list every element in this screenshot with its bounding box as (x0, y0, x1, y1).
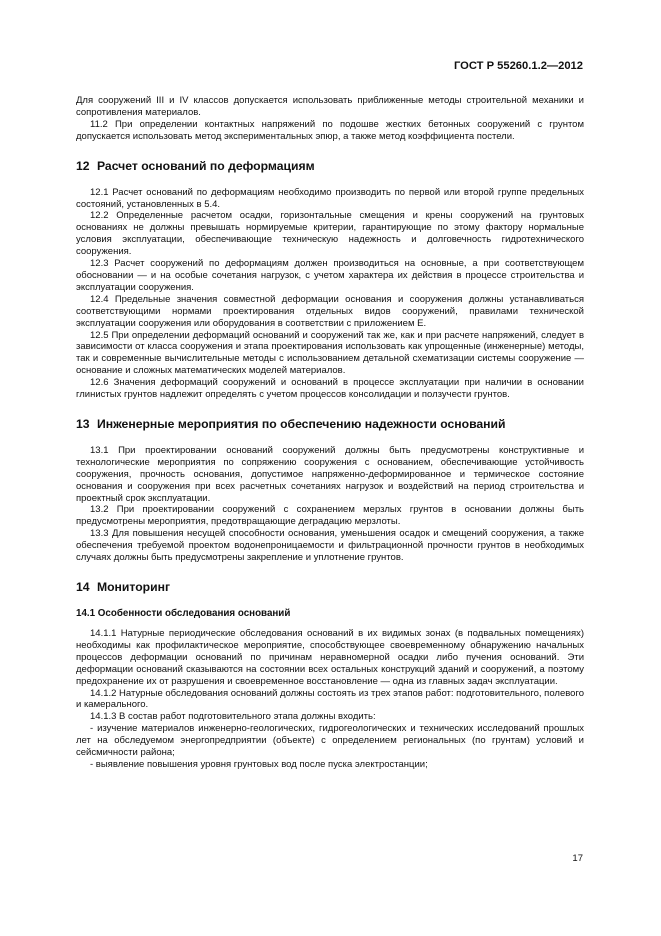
paragraph: 14.1.1 Натурные периодические обследования оснований в их видимых зонах (в подвальных помещениях) необходимы как профилактическое мероприятие, способствующее своевременному обнаружению начальных процессов деформации оснований по причинам неравномерной осадки либо пучения оснований. Эти деформации оснований сказываются на состоянии всех остальных конструкций зданий и сооружений, а поэтому предохранение их от разрушения и своевременное восстановление — одна из главных задач эксплуатации. (76, 628, 584, 687)
paragraph: 13.2 При проектировании сооружений с сохранением мерзлых грунтов в основании должны быть предусмотрены мероприятия, предотвращающие деградацию мерзлоты. (76, 504, 584, 528)
page-number: 17 (572, 853, 583, 864)
paragraph: 14.1.2 Натурные обследования оснований должны состоять из трех этапов работ: подготовительного, полевого и камерального. (76, 687, 584, 711)
subsection-heading-14-1: 14.1 Особенности обследования оснований (76, 608, 291, 619)
page-content (76, 95, 584, 771)
section-heading-12: 12 Расчет оснований по деформациям (76, 158, 315, 173)
paragraph: 12.2 Определенные расчетом осадки, горизонтальные смещения и крены сооружений на грунтовых основаниях не должны превышать нормируемые критерии, гарантирующие по этому фактору нормальные условия эксплуатации, обеспечивающие техническую надежность и долговечность гидротехнического сооружения. (76, 210, 584, 258)
paragraph: 11.2 При определении контактных напряжений по подошве жестких бетонных сооружений с грунтом допускается использовать метод экспериментальных эпюр, а также метод коэффициента постели. (76, 118, 584, 142)
paragraph: 12.6 Значения деформаций сооружений и оснований в процессе эксплуатации при наличии в основании глинистых грунтов надлежит определять с учетом процессов консолидации и ползучести грунтов. (76, 377, 584, 401)
paragraph: 12.4 Предельные значения совместной деформации основания и сооружения должны устанавливаться соответствующими нормами проектирования отдельных видов сооружений, правилами технической эксплуатации сооружения или оборудования в соответствии с приложением Е. (76, 293, 584, 329)
paragraph: 13.3 Для повышения несущей способности основания, уменьшения осадок и смещений сооружения, а также обеспечения требуемой проектом водонепроницаемости и фильтрационной прочности грунтов в необходимых случаях должны быть предусмотрены закрепление и уплотнение грунтов. (76, 528, 584, 564)
section-heading-13: 13 Инженерные мероприятия по обеспечению надежности оснований (76, 416, 506, 431)
paragraph: 12.5 При определении деформаций оснований и сооружений так же, как и при расчете напряжений, следует в зависимости от класса сооружения и этапа проектирования использовать как упрощенные (инженерные) методы, так и современные вычислительные методы с использованием детальной схематизации системы сооружение — основание и сложных математических моделей материалов. (76, 329, 584, 377)
paragraph: 14.1.3 В состав работ подготовительного этапа должны входить: (90, 711, 376, 723)
section-heading-14: 14 Мониторинг (76, 580, 171, 594)
document-header: ГОСТ Р 55260.1.2—2012 (453, 60, 583, 72)
list-item: - изучение материалов инженерно-геологических, гидрогеологических и технических исследований прошлых лет на обследуемом энергопредприятии (объекте) с определением региональных (по грунтам) условий и сейсмичности района; (76, 723, 584, 759)
list-item: - выявление повышения уровня грунтовых вод после пуска электростанции; (90, 758, 428, 770)
paragraph: 12.3 Расчет сооружений по деформациям должен производиться на основные, а при соответствующем обосновании — и на особые сочетания нагрузок, с учетом характера их действия в процессе строительства и эксплуатации сооружения. (76, 258, 584, 293)
paragraph: 12.1 Расчет оснований по деформациям необходимо производить по первой или второй группе предельных состояний, установленных в 5.4. (76, 186, 584, 210)
paragraph: 13.1 При проектировании оснований сооружений должны быть предусмотрены конструктивные и технологические мероприятия по сопряжению сооружения с основанием, обеспечивающие устойчивость сооружения, прочность основания, допустимое напряженно-деформированное и термическое состояние основания и сооружения при всех расчетных сочетаниях нагрузок и воздействий на период строительства и проектный срок эксплуатации. (76, 444, 584, 504)
paragraph: Для сооружений III и IV классов допускается использовать приближенные методы строительной механики и сопротивления материалов. (76, 95, 584, 118)
